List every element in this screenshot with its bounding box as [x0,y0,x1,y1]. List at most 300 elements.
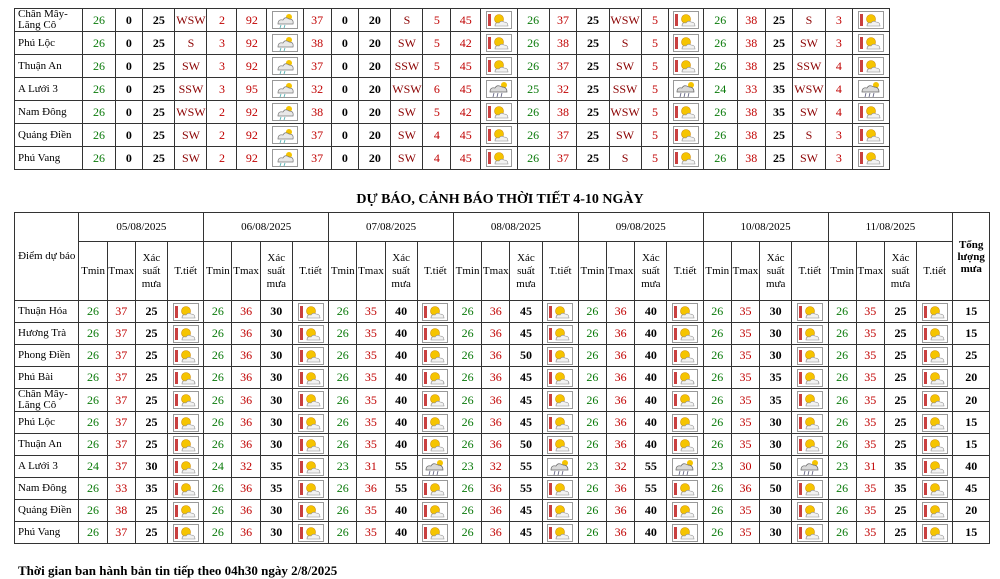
rain-prob-cell: 45 [510,500,542,522]
top-cell: 26 [703,101,737,124]
top-cell: 95 [237,78,267,101]
forecast-row [15,434,990,456]
tmin-cell: 26 [828,323,856,345]
station-name: A Lưới 3 [15,78,83,101]
top-cell: SW [175,124,207,147]
rain-prob-cell: 40 [385,345,417,367]
rain-prob-cell: 25 [884,412,916,434]
sun-cloud-icon [669,55,703,78]
top-cell: 2 [207,9,237,32]
top-cell: SSW [175,78,207,101]
top-cell: WSW [793,78,825,101]
rain-prob-cell: 30 [260,522,292,544]
sun-cloud-icon [667,522,703,544]
tmin-cell: 26 [703,345,731,367]
top-cell: SW [609,124,641,147]
tmin-cell: 26 [204,323,232,345]
sun-cloud-icon [292,500,328,522]
sun-cloud-icon [542,522,578,544]
top-cell: 38 [737,147,765,170]
sun-cloud-icon [667,367,703,389]
top-cell: SW [175,147,207,170]
total-rain-cell: 20 [953,389,990,412]
top-cell: 26 [703,32,737,55]
rain-prob-cell: 50 [760,456,792,478]
sun-cloud-icon [481,101,517,124]
tmax-cell: 35 [731,367,759,389]
tmin-cell: 26 [703,500,731,522]
tmax-cell: 35 [357,367,385,389]
sun-cloud-icon [667,500,703,522]
cloud-rain-icon [669,78,703,101]
tmax-cell: 33 [107,478,135,500]
sun-cloud-icon [917,456,953,478]
rain-prob-cell: 25 [884,323,916,345]
top-cell: 38 [549,101,577,124]
rain-prob-cell: 40 [385,434,417,456]
rain-prob-cell: 35 [884,478,916,500]
top-table-row [15,55,890,78]
top-cell: 0 [331,32,359,55]
tmin-cell: 26 [578,412,606,434]
top-cell: SW [391,32,423,55]
sun-cloud-icon [917,323,953,345]
top-cell: WSW [175,9,207,32]
top-cell: 42 [451,32,481,55]
top-cell: 38 [303,32,331,55]
tmax-cell: 31 [856,456,884,478]
tmin-cell: 26 [204,412,232,434]
top-cell: 35 [765,78,793,101]
sun-cloud-icon [917,434,953,456]
total-rain-cell: 25 [953,345,990,367]
tmin-cell: 26 [79,367,107,389]
top-cell: 25 [143,9,175,32]
sun-cloud-icon [853,124,890,147]
top-cell: 4 [825,101,853,124]
total-rain-cell: 15 [953,522,990,544]
top-cell: SW [391,101,423,124]
top-cell: 26 [83,78,115,101]
sun-cloud-icon [853,9,890,32]
sun-cloud-icon [168,434,204,456]
sub-header: Xác suất mưa [260,242,292,301]
top-cell: 20 [359,9,391,32]
top-cell: 45 [451,147,481,170]
rain-prob-cell: 30 [260,323,292,345]
sun-cloud-icon [792,367,828,389]
tmax-cell: 35 [357,389,385,412]
tmax-cell: 30 [731,456,759,478]
cloud-sun-rain-icon [267,9,303,32]
tmax-cell: 36 [482,323,510,345]
tmin-cell: 26 [453,434,481,456]
top-cell: S [609,147,641,170]
rain-prob-cell: 55 [510,478,542,500]
sub-header: Xác suất mưa [385,242,417,301]
rain-prob-cell: 25 [135,522,167,544]
tmin-cell: 26 [578,500,606,522]
rain-prob-cell: 45 [510,323,542,345]
sub-header: T.tiết [542,242,578,301]
sun-cloud-icon [542,301,578,323]
sub-header: T.tiết [792,242,828,301]
station-name: Chân Mây-Lăng Cô [15,389,79,412]
tmin-cell: 26 [703,412,731,434]
sun-cloud-icon [417,412,453,434]
tmax-cell: 36 [607,389,635,412]
top-cell: 25 [143,101,175,124]
rain-prob-cell: 40 [385,367,417,389]
tmin-cell: 26 [578,301,606,323]
rain-prob-cell: 55 [635,478,667,500]
rain-prob-cell: 45 [510,389,542,412]
top-cell: 33 [737,78,765,101]
tmax-cell: 35 [731,301,759,323]
tmin-cell: 26 [828,412,856,434]
sun-cloud-icon [917,367,953,389]
top-cell: 26 [703,124,737,147]
sun-cloud-icon [481,124,517,147]
top-cell: 26 [517,124,549,147]
top-cell: 0 [331,124,359,147]
tmax-cell: 37 [107,323,135,345]
forecast-row [15,456,990,478]
tmax-cell: 32 [482,456,510,478]
tmax-cell: 36 [232,412,260,434]
station-name: Nam Đông [15,101,83,124]
top-cell: 26 [703,9,737,32]
tmin-cell: 26 [329,367,357,389]
tmax-cell: 35 [856,345,884,367]
sub-header: Xác suất mưa [510,242,542,301]
rain-prob-cell: 30 [760,522,792,544]
top-cell: 25 [577,78,609,101]
tmin-cell: 26 [329,323,357,345]
sun-cloud-icon [917,389,953,412]
sub-header: Xác suất mưa [635,242,667,301]
rain-prob-cell: 25 [135,389,167,412]
top-cell: 32 [549,78,577,101]
top-cell: 26 [83,9,115,32]
tmax-cell: 35 [357,522,385,544]
top-cell: 3 [207,55,237,78]
top-table-row [15,124,890,147]
top-cell: 25 [577,147,609,170]
tmin-cell: 26 [828,522,856,544]
rain-prob-cell: 50 [510,434,542,456]
top-cell: S [609,32,641,55]
sub-header: Tmax [607,242,635,301]
top-cell: 25 [143,55,175,78]
tmax-cell: 35 [357,345,385,367]
top-cell: 38 [737,32,765,55]
sun-cloud-icon [853,147,890,170]
sun-cloud-icon [542,389,578,412]
top-cell: 25 [517,78,549,101]
sun-cloud-icon [792,345,828,367]
sun-cloud-icon [168,345,204,367]
tmin-cell: 26 [453,478,481,500]
rain-prob-cell: 40 [385,323,417,345]
tmax-cell: 36 [232,389,260,412]
top-cell: 5 [423,101,451,124]
rain-prob-cell: 40 [385,389,417,412]
tmax-cell: 35 [731,500,759,522]
tmin-cell: 26 [828,434,856,456]
top-cell: 3 [207,32,237,55]
top-cell: 0 [115,55,143,78]
tmin-cell: 23 [329,456,357,478]
top-cell: 38 [737,55,765,78]
top-cell: 3 [825,124,853,147]
top-cell: 25 [765,32,793,55]
rain-prob-cell: 35 [260,478,292,500]
sun-cloud-icon [292,389,328,412]
top-cell: 26 [83,147,115,170]
top-cell: 26 [517,32,549,55]
tmin-cell: 26 [828,500,856,522]
top-cell: 26 [83,124,115,147]
top-cell: 6 [423,78,451,101]
sub-header: Tmin [828,242,856,301]
top-cell: 20 [359,78,391,101]
rain-prob-cell: 30 [260,500,292,522]
sub-header: Tmax [856,242,884,301]
tmax-cell: 35 [856,323,884,345]
top-cell: 26 [517,147,549,170]
hourly-forecast-table [14,8,890,170]
top-cell: 3 [825,147,853,170]
top-cell: 3 [207,78,237,101]
tmax-cell: 37 [107,456,135,478]
rain-prob-cell: 30 [260,412,292,434]
total-rain-cell: 45 [953,478,990,500]
sun-cloud-icon [168,389,204,412]
sub-header: T.tiết [667,242,703,301]
tmax-cell: 35 [731,522,759,544]
sun-cloud-icon [669,147,703,170]
top-cell: 0 [331,101,359,124]
top-cell: 5 [641,124,669,147]
sun-cloud-icon [292,434,328,456]
tmax-cell: 35 [731,412,759,434]
tmax-cell: 37 [107,367,135,389]
sun-cloud-icon [168,301,204,323]
total-rain-cell: 15 [953,412,990,434]
rain-prob-cell: 25 [884,500,916,522]
tmin-cell: 26 [329,301,357,323]
top-cell: 20 [359,147,391,170]
sub-header: Tmax [482,242,510,301]
tmin-cell: 26 [329,345,357,367]
tmax-cell: 37 [107,301,135,323]
tmin-cell: 26 [329,478,357,500]
forecast-title: DỰ BÁO, CẢNH BÁO THỜI TIẾT 4-10 NGÀY [356,192,644,207]
tmin-cell: 26 [79,323,107,345]
tmax-cell: 36 [731,478,759,500]
top-cell: 25 [577,101,609,124]
tmax-cell: 32 [232,456,260,478]
sun-cloud-icon [792,478,828,500]
rain-prob-cell: 35 [760,367,792,389]
top-cell: 5 [641,101,669,124]
station-name: Chân Mây-Lăng Cô [15,9,83,32]
sun-cloud-icon [917,345,953,367]
sub-header: T.tiết [417,242,453,301]
tmax-cell: 35 [856,301,884,323]
top-cell: 37 [303,55,331,78]
top-cell: 25 [143,147,175,170]
tmin-cell: 26 [79,500,107,522]
rain-prob-cell: 30 [135,456,167,478]
station-name: Quảng Điền [15,124,83,147]
tmax-cell: 36 [482,500,510,522]
tmin-cell: 26 [703,301,731,323]
top-cell: 5 [423,9,451,32]
sub-header: Xác suất mưa [135,242,167,301]
top-cell: 25 [143,32,175,55]
sub-header: Tmin [578,242,606,301]
sun-cloud-icon [917,522,953,544]
tmax-cell: 36 [607,434,635,456]
tmax-cell: 37 [107,412,135,434]
top-cell: 25 [577,9,609,32]
rain-prob-cell: 35 [884,456,916,478]
tmax-cell: 31 [357,456,385,478]
total-rain-cell: 40 [953,456,990,478]
tmax-cell: 35 [731,323,759,345]
top-cell: 2 [207,101,237,124]
top-cell: 0 [115,78,143,101]
top-cell: 37 [303,147,331,170]
cloud-rain-icon [792,456,828,478]
rain-prob-cell: 40 [635,522,667,544]
sun-cloud-icon [542,323,578,345]
tmax-cell: 35 [357,434,385,456]
tmax-cell: 37 [107,522,135,544]
top-cell: 25 [143,78,175,101]
rain-prob-cell: 25 [884,301,916,323]
tmax-cell: 36 [607,412,635,434]
tmin-cell: 26 [204,367,232,389]
top-cell: WSW [391,78,423,101]
top-cell: 37 [549,124,577,147]
top-cell: SW [793,101,825,124]
tmax-cell: 36 [482,522,510,544]
tmax-cell: 36 [482,301,510,323]
tmin-cell: 26 [204,522,232,544]
top-cell: 0 [331,78,359,101]
sun-cloud-icon [417,301,453,323]
sun-cloud-icon [168,367,204,389]
top-cell: 25 [765,147,793,170]
top-cell: 0 [115,147,143,170]
top-cell: 35 [765,101,793,124]
top-cell: 37 [549,147,577,170]
sun-cloud-icon [417,478,453,500]
tmax-cell: 35 [731,434,759,456]
tmin-cell: 26 [79,412,107,434]
top-cell: 0 [331,9,359,32]
rain-prob-cell: 55 [635,456,667,478]
top-cell: 45 [451,9,481,32]
rain-prob-cell: 25 [884,367,916,389]
sub-header: Xác suất mưa [884,242,916,301]
sun-cloud-icon [669,124,703,147]
top-cell: 4 [825,78,853,101]
tmin-cell: 26 [578,367,606,389]
rain-prob-cell: 55 [385,478,417,500]
cloud-sun-rain-icon [267,124,303,147]
sun-cloud-icon [417,345,453,367]
station-header: Điểm dự báo [15,213,79,301]
rain-prob-cell: 25 [884,522,916,544]
sun-cloud-icon [792,323,828,345]
tmax-cell: 36 [607,301,635,323]
date-header: 08/08/2025 [453,213,578,242]
tmin-cell: 26 [204,345,232,367]
rain-prob-cell: 25 [135,301,167,323]
rain-prob-cell: 30 [260,367,292,389]
sun-cloud-icon [792,522,828,544]
sun-cloud-icon [669,9,703,32]
tmax-cell: 36 [607,345,635,367]
sub-header: Tmax [107,242,135,301]
top-cell: 38 [737,101,765,124]
sun-cloud-icon [292,522,328,544]
date-header: 07/08/2025 [329,213,454,242]
sun-cloud-icon [168,412,204,434]
sub-header: Tmax [731,242,759,301]
top-cell: 5 [641,78,669,101]
tmax-cell: 36 [232,301,260,323]
forecast-row [15,323,990,345]
sun-cloud-icon [853,55,890,78]
top-cell: SSW [609,78,641,101]
top-cell: 0 [115,9,143,32]
total-rain-cell: 15 [953,301,990,323]
station-name: Thuận An [15,434,79,456]
station-name: Thuận An [15,55,83,78]
tmin-cell: 26 [453,345,481,367]
sun-cloud-icon [417,367,453,389]
tmax-cell: 35 [856,500,884,522]
top-table-row [15,32,890,55]
top-cell: WSW [609,101,641,124]
top-cell: 0 [115,32,143,55]
top-cell: 38 [737,124,765,147]
top-cell: 25 [577,124,609,147]
rain-prob-cell: 55 [385,456,417,478]
tmax-cell: 36 [482,367,510,389]
top-cell: 26 [703,55,737,78]
tmax-cell: 37 [107,389,135,412]
tmin-cell: 26 [578,323,606,345]
sun-cloud-icon [917,301,953,323]
rain-prob-cell: 25 [135,323,167,345]
top-cell: 5 [641,55,669,78]
tmin-cell: 26 [79,301,107,323]
tmax-cell: 35 [856,367,884,389]
station-name: Phú Lộc [15,412,79,434]
tmax-cell: 36 [232,345,260,367]
daily-forecast-table [14,212,990,544]
total-rain-cell: 15 [953,434,990,456]
rain-prob-cell: 45 [510,412,542,434]
tmax-cell: 35 [856,434,884,456]
tmin-cell: 26 [578,345,606,367]
